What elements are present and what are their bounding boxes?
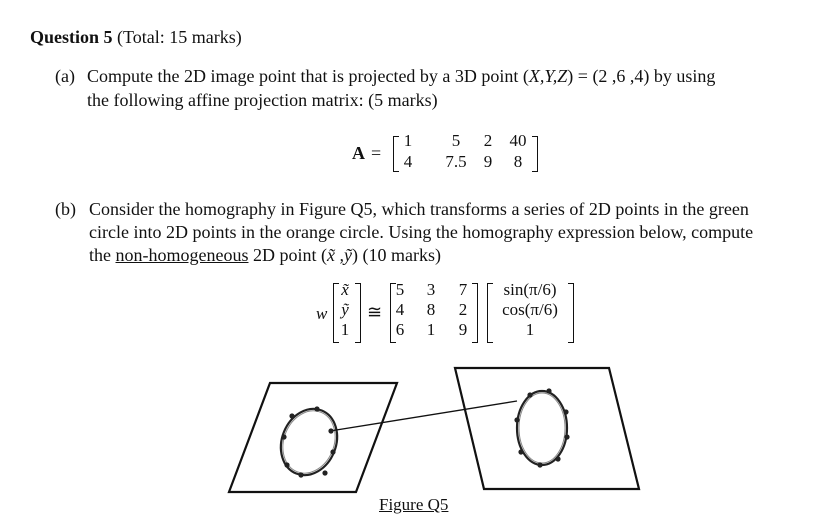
matrix-a-cell: 4: [403, 152, 413, 171]
part-b-line3: the non-homogeneous 2D point (x̃ ,ỹ) (10 marks): [89, 245, 441, 265]
matrix-a-cell: 7.5: [445, 152, 467, 171]
part-b-line2: circle into 2D points in the orange circle. Using the homography expression below, compute: [89, 222, 754, 242]
part-a-label: (a): [55, 66, 75, 86]
point: [518, 449, 523, 454]
question-label: Question 5: [30, 27, 113, 47]
left-image-plane: [229, 383, 397, 492]
point: [537, 462, 542, 467]
part-b-line1: Consider the homography in Figure Q5, which transforms a series of 2D points in the green: [89, 199, 749, 219]
homography-cell: 8: [426, 300, 436, 319]
point: [330, 449, 335, 454]
part-b-label: (b): [55, 199, 76, 219]
lhs-cell: ỹ: [341, 300, 349, 319]
rhs-cell: cos(π/6): [502, 300, 558, 319]
scale-w: w: [316, 304, 328, 323]
matrix-a-name: A: [352, 143, 365, 163]
matrix-a-equals: =: [371, 143, 382, 163]
matrix-a-cell: 2: [483, 131, 493, 150]
correspondence-line: [330, 401, 517, 431]
point: [563, 409, 568, 414]
point: [284, 462, 289, 467]
homography-cell: 3: [426, 280, 436, 299]
matrix-a-cell: 9: [483, 152, 493, 171]
homography-cell: 1: [426, 320, 436, 339]
point: [546, 388, 551, 393]
point: [322, 470, 327, 475]
matrix-a-cell: 40: [509, 131, 527, 150]
matrix-a-cell: 5: [451, 131, 461, 150]
orange-circle-points: [514, 388, 569, 467]
rhs-cell: sin(π/6): [503, 280, 557, 299]
congruent-symbol: ≅: [367, 302, 383, 322]
rhs-cell: 1: [525, 320, 535, 339]
homography-cell: 4: [395, 300, 405, 319]
point: [564, 434, 569, 439]
matrix-a-cell: 8: [513, 152, 523, 171]
matrix-a-cell: 1: [403, 131, 413, 150]
homography-cell: 5: [395, 280, 405, 299]
point: [298, 472, 303, 477]
right-image-plane: [455, 368, 639, 489]
part-a-line2: the following affine projection matrix: (5 marks): [87, 90, 438, 110]
underlined-term: non-homogeneous: [115, 245, 249, 265]
orange-circle-inner: [519, 393, 565, 463]
figure-caption: Figure Q5: [379, 495, 449, 514]
point: [555, 456, 560, 461]
question-total: (Total: 15 marks): [117, 27, 242, 47]
orange-circle: [517, 391, 567, 465]
green-circle-inner: [274, 403, 344, 481]
point: [328, 428, 333, 433]
point: [514, 417, 519, 422]
point: [527, 392, 532, 397]
point: [281, 434, 286, 439]
green-circle: [271, 400, 347, 483]
lhs-cell: 1: [340, 320, 350, 339]
part-a-line1: Compute the 2D image point that is projected by a 3D point (X,Y,Z) = (2 ,6 ,4) by using: [87, 66, 716, 86]
homography-cell: 7: [458, 280, 468, 299]
homography-cell: 9: [458, 320, 468, 339]
point: [289, 413, 294, 418]
homography-cell: 6: [395, 320, 405, 339]
homography-cell: 2: [458, 300, 468, 319]
point: [314, 406, 319, 411]
lhs-cell: x̃: [341, 280, 349, 299]
